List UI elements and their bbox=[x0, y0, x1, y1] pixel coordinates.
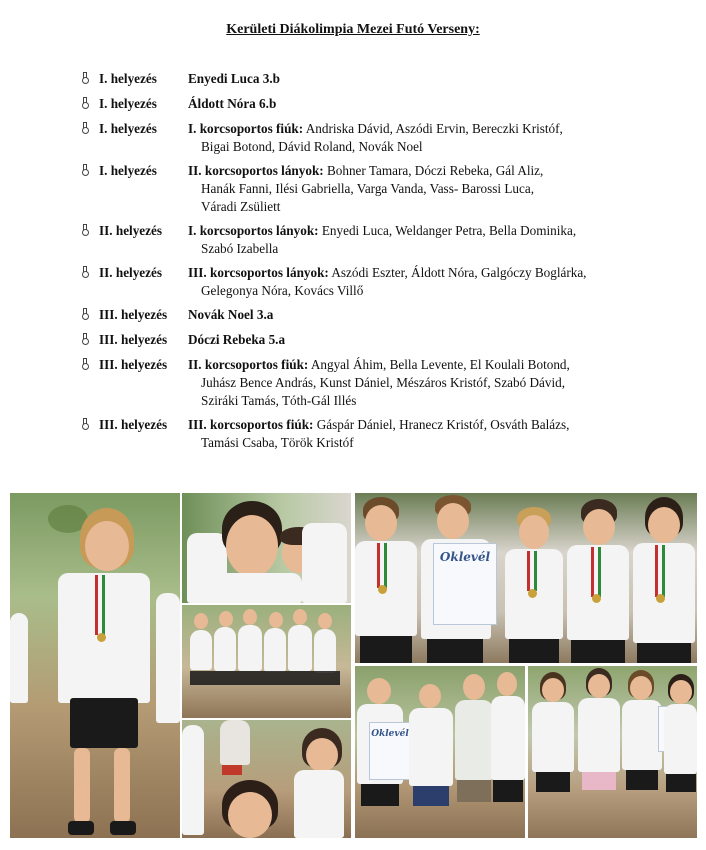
result-names: Andriska Dávid, Aszódi Ervin, Bereczki Kristóf, bbox=[303, 121, 563, 136]
place-label: I. helyezés bbox=[99, 163, 157, 178]
result-names: Enyedi Luca, Weldanger Petra, Bella Dominika, bbox=[318, 223, 577, 238]
photo-boys-certificate bbox=[355, 493, 697, 663]
result-names: Aszódi Eszter, Áldott Nóra, Galgóczy Boglárka, bbox=[328, 265, 587, 280]
place-label: I. helyezés bbox=[99, 71, 157, 86]
result-row bbox=[82, 416, 682, 452]
medal-icon bbox=[82, 97, 89, 110]
result-row bbox=[82, 306, 682, 324]
certificate-label: Oklevél bbox=[371, 729, 409, 739]
medal-icon bbox=[82, 266, 89, 279]
medal-icon bbox=[82, 333, 89, 346]
result-row bbox=[82, 222, 682, 258]
result-names-cont: Hanák Fanni, Ilési Gabriella, Varga Vanda, Vass- Barossi Luca, bbox=[201, 181, 535, 196]
photo-boys-closeup bbox=[182, 493, 351, 603]
result-names-cont: Szabó Izabella bbox=[201, 241, 279, 256]
place-label: I. helyezés bbox=[99, 121, 157, 136]
result-row bbox=[82, 356, 682, 410]
result-names: Áldott Nóra 6.b bbox=[188, 96, 277, 111]
place-label: III. helyezés bbox=[99, 357, 168, 372]
place-label: II. helyezés bbox=[99, 223, 162, 238]
medal-icon bbox=[82, 224, 89, 237]
result-row bbox=[82, 331, 682, 349]
result-names: Novák Noel 3.a bbox=[188, 307, 274, 322]
result-names-cont: Váradi Zsüliett bbox=[201, 199, 281, 214]
result-row bbox=[82, 95, 682, 113]
result-names-cont: Tamási Csaba, Török Kristóf bbox=[201, 435, 354, 450]
result-row bbox=[82, 162, 682, 216]
result-names: Gáspár Dániel, Hranecz Kristóf, Osváth Balázs, bbox=[313, 417, 570, 432]
medal-icon bbox=[82, 358, 89, 371]
category-label: I. korcsoportos lányok: bbox=[188, 223, 319, 238]
medal-icon bbox=[82, 308, 89, 321]
result-names-cont: Sziráki Tamás, Tóth-Gál Illés bbox=[201, 393, 357, 408]
medal-icon bbox=[82, 122, 89, 135]
category-label: I. korcsoportos fiúk: bbox=[188, 121, 304, 136]
result-names-cont: Juhász Bence András, Kunst Dániel, Mészáros Kristóf, Szabó Dávid, bbox=[201, 375, 566, 390]
result-names-cont: Bigai Botond, Dávid Roland, Novák Noel bbox=[201, 139, 423, 154]
photo-girls bbox=[182, 720, 351, 838]
result-names: Dóczi Rebeka 5.a bbox=[188, 332, 286, 347]
medal-icon bbox=[82, 72, 89, 85]
category-label: III. korcsoportos fiúk: bbox=[188, 417, 314, 432]
category-label: II. korcsoportos lányok: bbox=[188, 163, 324, 178]
result-row bbox=[82, 264, 682, 300]
place-label: III. helyezés bbox=[99, 417, 168, 432]
place-label: III. helyezés bbox=[99, 332, 168, 347]
place-label: III. helyezés bbox=[99, 307, 168, 322]
medal-icon bbox=[82, 164, 89, 177]
result-row bbox=[82, 70, 682, 88]
photo-collage bbox=[10, 493, 697, 838]
page-title: Kerületi Diákolimpia Mezei Futó Verseny: bbox=[226, 22, 480, 37]
photo-girl-with-medal bbox=[10, 493, 180, 838]
result-names-cont: Gelegonya Nóra, Kovács Villő bbox=[201, 283, 364, 298]
result-row bbox=[82, 120, 682, 156]
result-names: Bohner Tamara, Dóczi Rebeka, Gál Aliz, bbox=[323, 163, 544, 178]
photo-girls-group bbox=[528, 666, 697, 838]
results-list bbox=[82, 70, 682, 452]
result-names: Enyedi Luca 3.b bbox=[188, 71, 280, 86]
photo-boys-group bbox=[355, 666, 525, 838]
result-names: Angyal Áhim, Bella Levente, El Koulali Botond, bbox=[308, 357, 570, 372]
category-label: III. korcsoportos lányok: bbox=[188, 265, 329, 280]
category-label: II. korcsoportos fiúk: bbox=[188, 357, 309, 372]
place-label: I. helyezés bbox=[99, 96, 157, 111]
place-label: II. helyezés bbox=[99, 265, 162, 280]
certificate-label: Oklevél bbox=[439, 550, 491, 564]
photo-group-running bbox=[182, 605, 351, 718]
medal-icon bbox=[82, 418, 89, 431]
